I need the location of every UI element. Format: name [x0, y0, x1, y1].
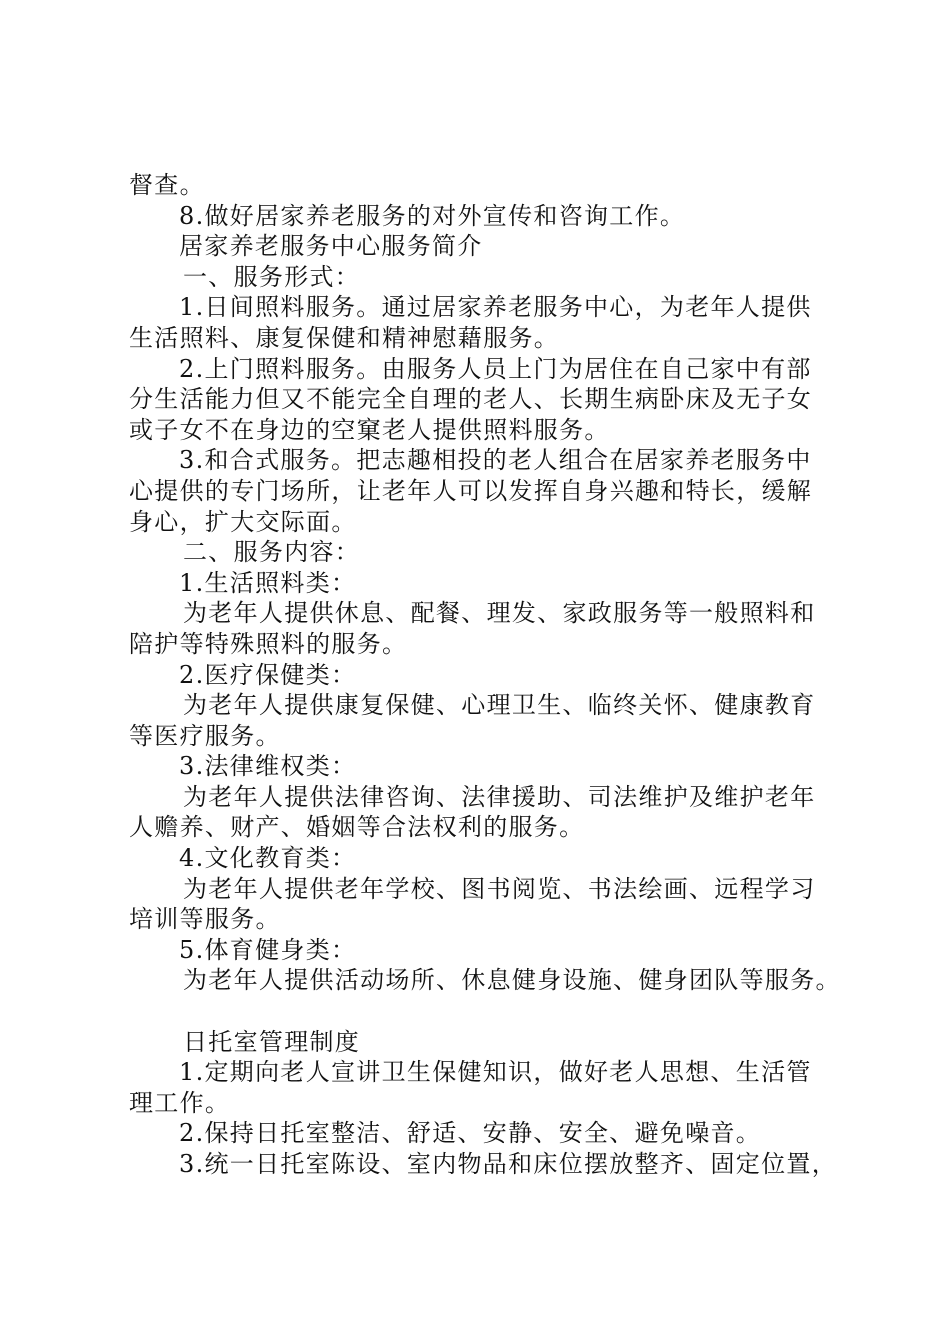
text-line: 陪护等特殊照料的服务。 — [129, 629, 408, 658]
list-item: 3.统一日托室陈设、室内物品和床位摆放整齐、固定位置， — [179, 1150, 837, 1178]
list-item: 2.保持日托室整洁、舒适、安静、安全、避免噪音。 — [179, 1119, 762, 1148]
section-heading: 二、服务内容： — [183, 538, 361, 567]
text-line: 心提供的专门场所，让老年人可以发挥自身兴趣和特长，缓解 — [129, 476, 813, 505]
list-item: 3.和合式服务。把志趣相投的老人组合在居家养老服务中 — [179, 446, 812, 475]
section-heading: 一、服务形式： — [183, 262, 361, 291]
text-line: 为老年人提供老年学校、图书阅览、书法绘画、远程学习 — [183, 874, 816, 903]
text-line: 生活照料、康复保健和精神慰藉服务。 — [129, 323, 560, 352]
text-line: 为老年人提供休息、配餐、理发、家政服务等一般照料和 — [183, 599, 816, 628]
text-line: 或子女不在身边的空窠老人提供照料服务。 — [129, 415, 610, 444]
text-line: 分生活能力但又不能完全自理的老人、长期生病卧床及无子女 — [129, 385, 813, 414]
list-item: 2.上门照料服务。由服务人员上门为居住在自己家中有部 — [179, 354, 812, 383]
text-line: 为老年人提供法律咨询、法律援助、司法维护及维护老年 — [183, 782, 816, 811]
subsection-title: 5.体育健身类： — [179, 935, 357, 964]
text-line: 督查。 — [129, 171, 205, 199]
text-line: 为老年人提供活动场所、休息健身设施、健身团队等服务。 — [183, 966, 841, 995]
subsection-title: 3.法律维权类： — [179, 752, 357, 781]
document-body — [129, 170, 841, 1180]
text-line: 为老年人提供康复保健、心理卫生、临终关怀、健康教育 — [183, 691, 816, 720]
text-line: 理工作。 — [129, 1088, 231, 1117]
text-line: 培训等服务。 — [129, 905, 281, 934]
section-title: 日托室管理制度 — [183, 1027, 361, 1056]
list-item: 1.定期向老人宣讲卫生保健知识，做好老人思想、生活管 — [179, 1058, 812, 1087]
text-line: 身心，扩大交际面。 — [129, 507, 357, 536]
list-item: 1.日间照料服务。通过居家养老服务中心，为老年人提供 — [179, 293, 812, 322]
text-line: 等医疗服务。 — [129, 721, 281, 750]
subsection-title: 1.生活照料类： — [179, 568, 357, 597]
blank-line — [129, 996, 829, 1027]
subsection-title: 2.医疗保健类： — [179, 660, 357, 689]
subsection-title: 4.文化教育类： — [179, 844, 357, 873]
list-item: 8.做好居家养老服务的对外宣传和咨询工作。 — [179, 201, 686, 230]
text-line: 人赡养、财产、婚姻等合法权利的服务。 — [129, 813, 585, 842]
section-title: 居家养老服务中心服务简介 — [179, 232, 483, 261]
